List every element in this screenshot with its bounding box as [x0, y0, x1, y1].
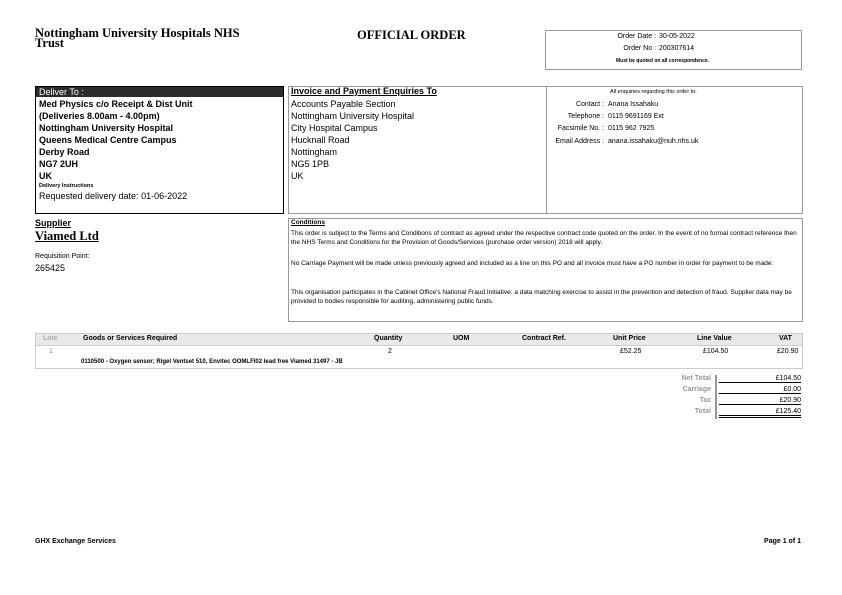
deliver-line: UK [39, 171, 52, 181]
contact-value: Anana Issahaku [608, 101, 659, 108]
tax-label: Tax [699, 397, 711, 404]
conditions-paragraph: No Carriage Payment will be made unless previously agreed and included as a line on this PO and all invoice must have a PO number in order for payment to be made. [291, 260, 774, 267]
totals-bar [715, 375, 717, 419]
net-total-value: £104.50 [719, 375, 801, 383]
row-line-value: £104.50 [703, 348, 729, 355]
supplier-title: Supplier [35, 218, 72, 228]
row-vat: £20.90 [777, 348, 799, 355]
net-total-label: Net Total [681, 375, 711, 382]
col-uom: UOM [453, 335, 470, 342]
col-quantity: Quantity [374, 335, 403, 342]
invoice-line: Hucknall Road [291, 135, 350, 145]
conditions-paragraph: This order is subject to the Terms and Conditions of contract as agreed under the respective contract code quoted on the order. In the event of no formal contract reference then the NHS Terms and Conditions for the Provision of Goods/Services (purchase order version) 2018 will apply. [291, 230, 797, 246]
invoice-line: UK [291, 171, 304, 181]
email-value: anana.issahaku@nuh.nhs.uk [608, 138, 699, 145]
order-info-box [545, 30, 802, 70]
invoice-line: Nottingham [291, 147, 338, 157]
invoice-title: Invoice and Payment Enquiries To [291, 86, 437, 96]
org-line-2: Trust [35, 36, 64, 50]
col-line: Line [43, 335, 58, 342]
requisition-point-value: 265425 [35, 263, 66, 273]
requested-delivery-date: Requested delivery date: 01-06-2022 [39, 191, 188, 201]
col-unit-price: Unit Price [613, 335, 646, 342]
col-line-value: Line Value [697, 335, 732, 342]
page-number: Page 1 of 1 [764, 538, 801, 545]
col-contract-ref: Contract Ref. [522, 335, 566, 342]
row-unit-price: £52.25 [620, 348, 642, 355]
order-date-value: 30-05-2022 [659, 33, 695, 40]
invoice-address [291, 98, 414, 182]
telephone-label: Telephone : [567, 113, 604, 120]
deliver-line: (Deliveries 8.00am - 4.00pm) [39, 111, 160, 121]
table-row [35, 345, 803, 369]
carriage-value: £0.00 [719, 386, 801, 394]
col-vat: VAT [779, 335, 792, 342]
supplier-name: Viamed Ltd [35, 229, 99, 243]
deliver-line: NG7 2UH [39, 159, 79, 169]
deliver-address [36, 97, 283, 182]
conditions-paragraph: This organisation participates in the Cabinet Office's National Fraud Initiative: a data matching exercise to assist in the prevention and detection of fraud. Supplier data may be provided to bodies responsible for auditing, administering public funds. [291, 289, 792, 305]
order-no-label: Order No : [623, 45, 656, 52]
invoice-line: City Hospital Campus [291, 123, 378, 133]
deliver-line: Nottingham University Hospital [39, 123, 174, 133]
order-date-label: Order Date : [617, 33, 656, 40]
telephone-value: 0115 9691169 Ext [608, 113, 664, 120]
fax-value: 0115 962 7925 [608, 125, 655, 132]
contact-label: Contact : [575, 101, 604, 108]
org-line-1: Nottingham University Hospitals NHS [35, 26, 240, 40]
total-label: Total [694, 408, 711, 415]
deliver-line: Derby Road [39, 147, 90, 157]
deliver-line: Med Physics c/o Receipt & Dist Unit [39, 99, 193, 109]
box-divider [546, 87, 547, 213]
fax-label: Facsimile No. : [557, 125, 604, 132]
tax-value: £20.90 [719, 397, 801, 405]
conditions-box [288, 218, 803, 322]
contact-caption: All enquiries regarding this order to: [610, 89, 697, 95]
col-goods: Goods or Services Required [83, 335, 178, 342]
document-title: OFFICIAL ORDER [357, 28, 466, 42]
row-line-number: 1 [49, 348, 53, 355]
quote-note: Must be quoted on all correspondence. [616, 58, 710, 64]
invoice-line: Accounts Payable Section [291, 99, 396, 109]
conditions-title: Conditions [291, 219, 325, 226]
row-description: 0110500 - Oxygen sensor; Rigel Ventset 510, Envitec OOMLFI02 lead free Viamed 31497 - JB [81, 359, 343, 365]
invoice-line: NG5 1PB [291, 159, 330, 169]
requisition-point-label: Requisition Point: [35, 253, 90, 260]
footer-left: GHX Exchange Services [35, 538, 116, 545]
email-label: Email Address : [555, 138, 604, 145]
invoice-line: Nottingham University Hospital [291, 111, 415, 121]
carriage-label: Carriage [682, 386, 711, 393]
deliver-to-header: Deliver To : [36, 87, 283, 97]
total-value: £125.40 [719, 408, 801, 418]
row-quantity: 2 [388, 348, 392, 355]
organisation-name [35, 28, 285, 48]
order-no-value: 200307614 [659, 45, 695, 52]
deliver-to-box [35, 86, 284, 214]
delivery-instructions-label: Delivery Instructions [39, 183, 94, 189]
deliver-line: Queens Medical Centre Campus [39, 135, 177, 145]
